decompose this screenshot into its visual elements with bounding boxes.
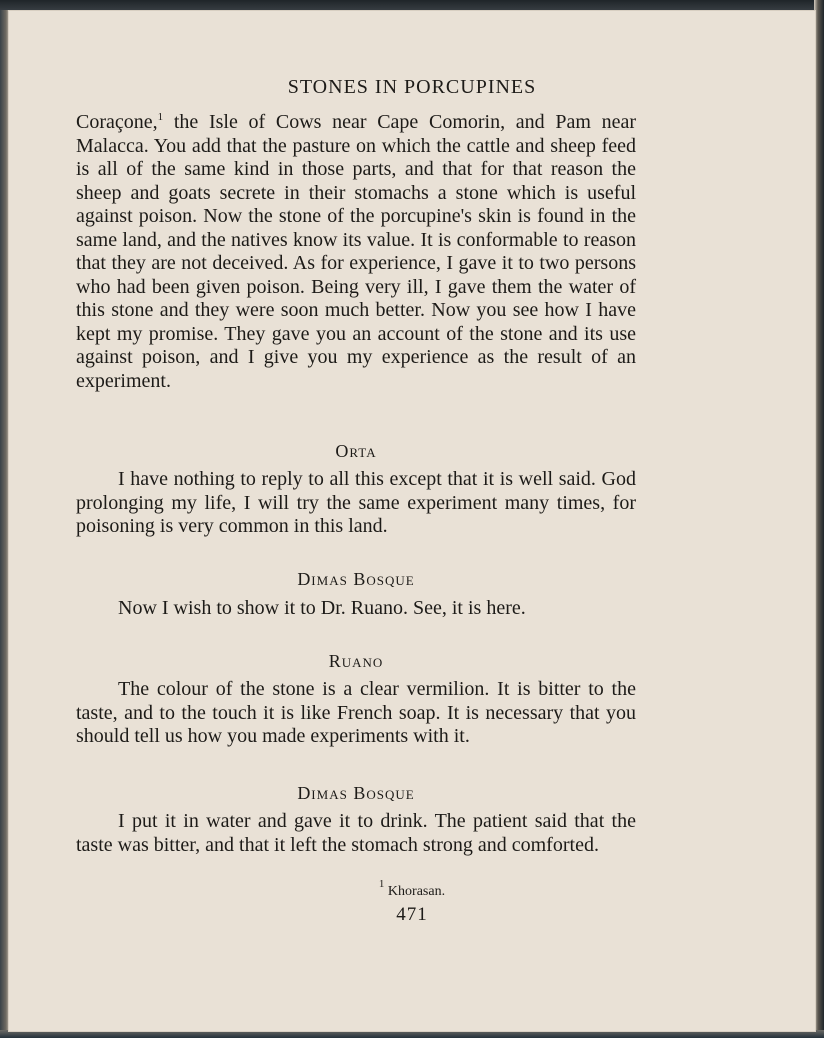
paragraph-5: I put it in water and gave it to drink. The patient said that the taste was bitter, and that it left the stomach strong and comforted.	[76, 810, 636, 856]
speaker-name: Orta	[335, 441, 377, 461]
speaker-name: Ruano	[328, 651, 384, 671]
running-header: STONES IN PORCUPINES	[287, 76, 537, 98]
paragraph-1-text: the Isle of Cows near Cape Comorin, and Pam near Malacca. You add that the pasture on which the cattle and sheep feed is all of the same kind in those parts, and that for that reason the sheep and goats secrete in their stomachs a stone which is useful against poison. Now the stone of the porcupine's skin is found in the same land, and the natives know its value. It is conformable to reason that they are not deceived. As for experience, I gave it to two persons who had been given poison. Being very ill, I gave them the water of this stone and they were soon much better. Now you see how I have kept my promise. They gave you an account of the stone and its use against poison, and I give you my experience as the result of an experiment.	[76, 111, 636, 392]
page-number: 471	[396, 904, 428, 925]
paragraph-1	[76, 111, 636, 393]
footnote	[0, 878, 824, 900]
paragraph-2: I have nothing to reply to all this except that it is well said. God prolonging my life, I will try the same experiment many times, for poisoning is very common in this land.	[76, 468, 636, 537]
dialogue-ruano	[76, 651, 636, 749]
footnote-text: Khorasan.	[384, 884, 446, 899]
paragraph-4: The colour of the stone is a clear vermilion. It is bitter to the taste, and to the touch it is like French soap. It is necessary that you should tell us how you made experiments with it.	[76, 678, 636, 747]
footnote-reference: 1	[157, 111, 164, 123]
dialogue-dimas-bosque-2	[76, 783, 636, 857]
paragraph-1-lead: Coraçone,	[76, 111, 158, 133]
speaker-name: Dimas Bosque	[297, 569, 415, 589]
speaker-name: Dimas Bosque	[297, 783, 415, 803]
dialogue-dimas-bosque-1	[76, 569, 636, 621]
body-text	[76, 111, 636, 393]
paragraph-3: Now I wish to show it to Dr. Ruano. See, it is here.	[118, 597, 526, 619]
footnote-marker: 1	[378, 878, 385, 890]
dialogue-orta	[76, 441, 636, 539]
